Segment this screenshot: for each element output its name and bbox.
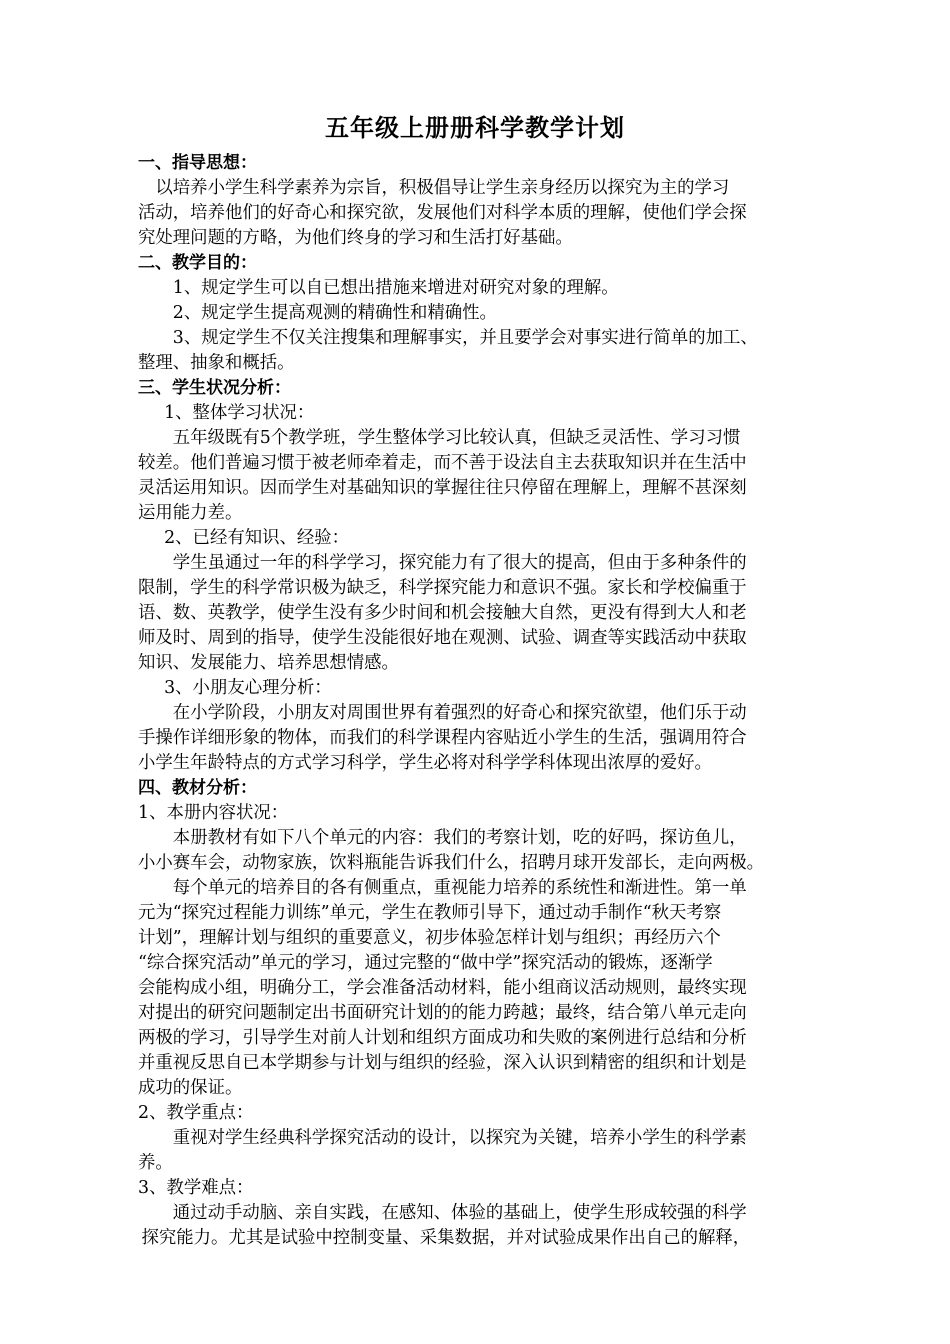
- paragraph-line: 2、教学重点：: [138, 1103, 254, 1123]
- paragraph-line: 灵活运用知识。因而学生对基础知识的掌握往往只停留在理解上，理解不甚深刻: [138, 478, 747, 498]
- paragraph-line: 究处理问题的方略，为他们终身的学习和生活打好基础。: [138, 228, 573, 248]
- section-heading: 一、指导思想：: [138, 153, 257, 173]
- paragraph-line: 学生虽通过一年的科学学习，探究能力有了很大的提高，但由于多种条件的: [172, 553, 747, 573]
- section-heading: 二、教学目的：: [138, 253, 257, 273]
- paragraph-line: 活动，培养他们的好奇心和探究欲，发展他们对科学本质的理解，使他们学会探: [138, 203, 747, 223]
- paragraph-line: 3、教学难点：: [138, 1178, 254, 1198]
- paragraph-line: 元为“探究过程能力训练”单元，学生在教师引导下，通过动手制作“秋天考察: [138, 903, 722, 923]
- paragraph-line: 限制，学生的科学常识极为缺乏，科学探究能力和意识不强。家长和学校偏重于: [138, 578, 747, 598]
- paragraph-line: 3、小朋友心理分析：: [164, 678, 332, 698]
- paragraph-line: 五年级既有5个教学班，学生整体学习比较认真，但缺乏灵活性、学习习惯: [172, 428, 741, 448]
- paragraph-line: 师及时、周到的指导，使学生没能很好地在观测、试验、调查等实践活动中获取: [138, 628, 747, 648]
- paragraph-line: 手操作详细形象的物体，而我们的科学课程内容贴近小学生的生活，强调用符合: [138, 728, 747, 748]
- paragraph-line: 1、整体学习状况：: [164, 403, 315, 423]
- paragraph-line: 每个单元的培养目的各有侧重点，重视能力培养的系统性和渐进性。第一单: [172, 878, 747, 898]
- paragraph-line: 2、规定学生提高观测的精确性和精确性。: [172, 303, 497, 323]
- paragraph-line: 养。: [138, 1153, 173, 1173]
- paragraph-line: 并重视反思自已本学期参与计划与组织的经验，深入认识到精密的组织和计划是: [138, 1053, 747, 1073]
- paragraph-line: 在小学阶段，小朋友对周围世界有着强烈的好奇心和探究欲望，他们乐于动: [172, 703, 747, 723]
- paragraph-line: 小小赛车会，动物家族，饮料瓶能告诉我们什么，招聘月球开发部长，走向两极。: [138, 853, 765, 873]
- paragraph-line: 重视对学生经典科学探究活动的设计，以探究为关键，培养小学生的科学素: [172, 1128, 747, 1148]
- paragraph-line: 以培养小学生科学素养为宗旨，积极倡导让学生亲身经历以探究为主的学习: [155, 178, 730, 198]
- paragraph-line: 探究能力。尤其是试验中控制变量、采集数据，并对试验成果作出自己的解释，: [141, 1228, 751, 1248]
- section-heading: 四、教材分析：: [138, 778, 257, 798]
- paragraph-line: 计划”，理解计划与组织的重要意义，初步体验怎样计划与组织；再经历六个: [138, 928, 721, 948]
- paragraph-line: 整理、抽象和概括。: [138, 353, 295, 373]
- paragraph-line: 对提出的研究问题制定出书面研究计划的的能力跨越；最终，结合第八单元走向: [138, 1003, 747, 1023]
- paragraph-line: 2、已经有知识、经验：: [164, 528, 350, 548]
- paragraph-line: 运用能力差。: [138, 503, 243, 523]
- paragraph-line: 会能构成小组，明确分工，学会准备活动材料，能小组商议活动规则，最终实现: [138, 978, 747, 998]
- paragraph-line: 1、本册内容状况：: [138, 803, 289, 823]
- document-title: 五年级上册册科学教学计划: [325, 114, 625, 142]
- section-heading: 三、学生状况分析：: [138, 378, 291, 398]
- paragraph-line: 较差。他们普遍习惯于被老师牵着走，而不善于设法自主去获取知识并在生活中: [138, 453, 747, 473]
- paragraph-line: 通过动手动脑、亲自实践，在感知、体验的基础上，使学生形成较强的科学: [172, 1203, 747, 1223]
- paragraph-line: 3、规定学生不仅关注搜集和理解事实，并且要学会对事实进行简单的加工、: [172, 328, 758, 348]
- paragraph-line: 两极的学习，引导学生对前人计划和组织方面成功和失败的案例进行总结和分析: [138, 1028, 747, 1048]
- paragraph-line: 1、规定学生可以自已想出措施来增进对研究对象的理解。: [172, 278, 619, 298]
- paragraph-line: 语、数、英教学，使学生没有多少时间和机会接触大自然，更没有得到大人和老: [138, 603, 747, 623]
- paragraph-line: 成功的保证。: [138, 1078, 243, 1098]
- paragraph-line: 知识、发展能力、培养思想情感。: [138, 653, 399, 673]
- paragraph-line: “综合探究活动”单元的学习，通过完整的“做中学”探究活动的锻炼，逐渐学: [138, 953, 713, 973]
- paragraph-line: 小学生年龄特点的方式学习科学，学生必将对科学学科体现出浓厚的爱好。: [138, 753, 712, 773]
- paragraph-line: 本册教材有如下八个单元的内容：我们的考察计划，吃的好吗，探访鱼儿，: [172, 828, 747, 848]
